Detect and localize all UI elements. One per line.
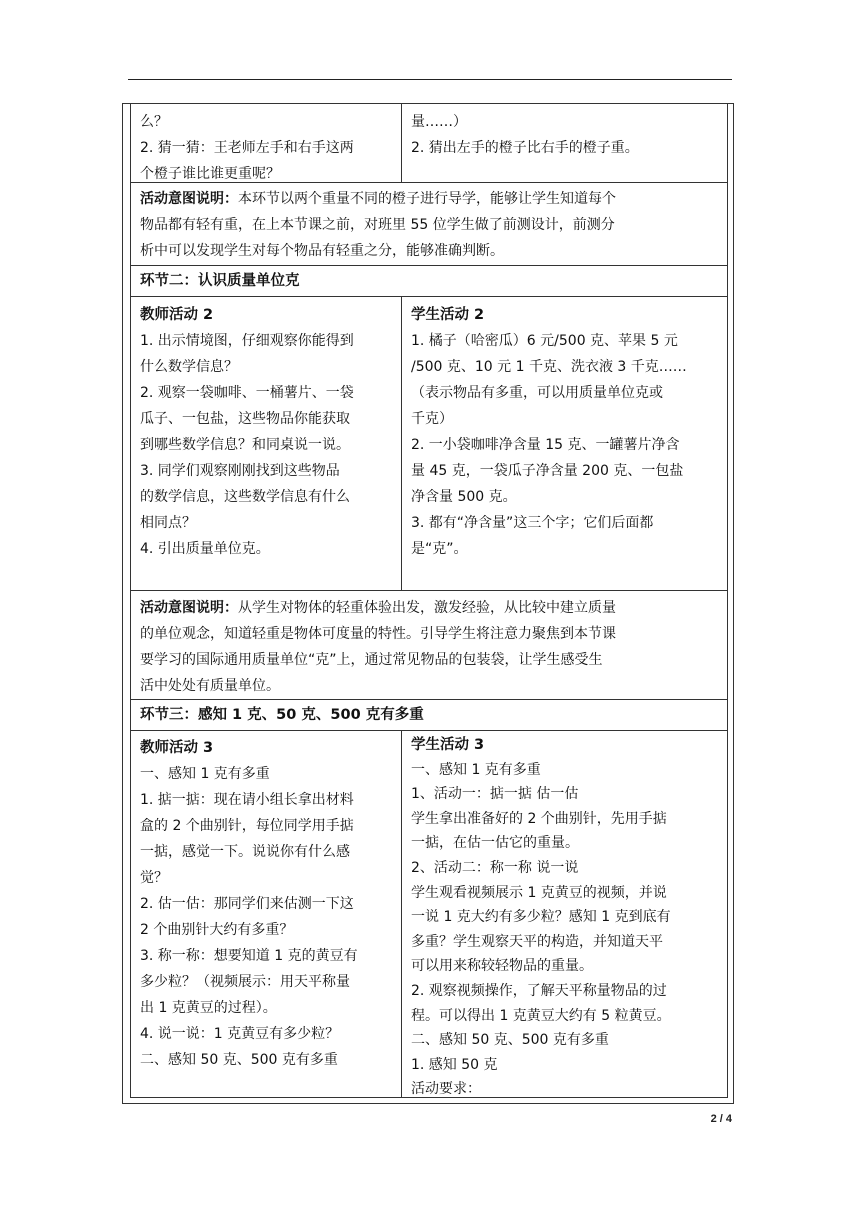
text-line: 量……） <box>411 114 467 130</box>
text-line: 的单位观念，知道轻重是物体可度量的特性。引导学生将注意力聚焦到本节课 <box>140 626 616 642</box>
activity-heading: 学生活动 2 <box>411 307 485 323</box>
text-line: 2. 观察一袋咖啡、一桶薯片、一袋 <box>140 385 354 401</box>
text-line: 一、感知 1 克有多重 <box>140 766 270 782</box>
text-line: 2. 一小袋咖啡净含量 15 克、一罐薯片净含 <box>411 437 680 453</box>
text-line: 2. 猜出左手的橙子比右手的橙子重。 <box>411 140 639 156</box>
teacher-activity-3-cell <box>130 730 402 1098</box>
text-line: 1. 橘子（哈密瓜）6 元/500 克、苹果 5 元 <box>411 333 678 349</box>
text-line: 的数学信息，这些数学信息有什么 <box>140 489 350 505</box>
text-line: 一掂，在估一估它的重量。 <box>411 835 579 852</box>
section-heading-2 <box>130 265 728 297</box>
text-line: 一掂，感觉一下。说说你有什么感 <box>140 844 350 860</box>
text-line: 1. 出示情境图，仔细观察你能得到 <box>140 333 354 349</box>
activity-heading: 教师活动 3 <box>140 740 214 756</box>
text-line: 要学习的国际通用质量单位“克”上，通过常见物品的包装袋，让学生感受生 <box>140 652 603 668</box>
text-line: 3. 都有“净含量”这三个字；它们后面都 <box>411 515 654 531</box>
text-line: 千克） <box>411 411 453 427</box>
header-rule <box>128 79 732 80</box>
text-line: 2. 观察视频操作，了解天平称量物品的过 <box>411 982 667 999</box>
text-line: 么？ <box>140 114 168 130</box>
text-line: 二、感知 50 克、500 克有多重 <box>411 1032 609 1049</box>
text-line: 觉？ <box>140 870 168 886</box>
text-line: 物品都有轻有重，在上本节课之前，对班里 55 位学生做了前测设计，前测分 <box>140 217 615 233</box>
text-line: 多重？学生观察天平的构造，并知道天平 <box>411 933 663 950</box>
text-line: 到哪些数学信息？和同桌说一说。 <box>140 437 350 453</box>
section-heading-3 <box>130 699 728 731</box>
section-title: 环节三：感知 1 克、50 克、500 克有多重 <box>140 707 424 723</box>
text-line: 2. 猜一猜：王老师左手和右手这两 <box>140 140 354 156</box>
intent-label: 活动意图说明： <box>140 600 238 616</box>
top-right-cell <box>401 103 728 183</box>
text-line: 2、活动二：称一称 说一说 <box>411 859 579 876</box>
student-activity-3-cell <box>401 730 728 1098</box>
text-line: 程。可以得出 1 克黄豆大约有 5 粒黄豆。 <box>411 1007 671 1024</box>
text-line: 活动要求： <box>411 1081 481 1098</box>
top-left-cell <box>130 103 402 183</box>
text-line: 个橙子谁比谁更重呢？ <box>140 166 280 182</box>
page-number: 2 / 4 <box>710 1113 732 1125</box>
text-line: 2 个曲别针大约有多重？ <box>140 922 294 938</box>
text-line: 一、感知 1 克有多重 <box>411 761 541 778</box>
text-line: 3. 同学们观察刚刚找到这些物品 <box>140 463 340 479</box>
text-line: 多少粒？（视频展示：用天平称量 <box>140 974 350 990</box>
activity-heading: 教师活动 2 <box>140 307 214 323</box>
teacher-activity-2-cell <box>130 296 402 591</box>
text-line: 1. 掂一掂：现在请小组长拿出材料 <box>140 792 354 808</box>
text-line: 瓜子、一包盐，这些物品你能获取 <box>140 411 350 427</box>
text-line: 量 45 克，一袋瓜子净含量 200 克、一包盐 <box>411 463 684 479</box>
text-line: 一说 1 克大约有多少粒？感知 1 克到底有 <box>411 909 671 926</box>
text-line: 学生观看视频展示 1 克黄豆的视频，并说 <box>411 884 667 901</box>
text-line: 3. 称一称：想要知道 1 克的黄豆有 <box>140 948 358 964</box>
text-line: 净含量 500 克。 <box>411 489 517 505</box>
intent-label: 活动意图说明： <box>140 191 238 207</box>
text-line: 二、感知 50 克、500 克有多重 <box>140 1052 338 1068</box>
text-line: 相同点？ <box>140 515 196 531</box>
text-line: 4. 引出质量单位克。 <box>140 541 270 557</box>
text-line: 学生拿出准备好的 2 个曲别针，先用手掂 <box>411 810 667 827</box>
activity-heading: 学生活动 3 <box>411 737 485 753</box>
text-line: /500 克、10 元 1 千克、洗衣液 3 千克…… <box>411 359 687 375</box>
text-line: 是“克”。 <box>411 541 468 557</box>
text-line: 析中可以发现学生对每个物品有轻重之分，能够准确判断。 <box>140 243 504 259</box>
text-line: 4. 说一说：1 克黄豆有多少粒？ <box>140 1026 340 1042</box>
text-line: 1. 感知 50 克 <box>411 1056 498 1073</box>
text-line: 从学生对物体的轻重体验出发，激发经验，从比较中建立质量 <box>238 600 616 616</box>
student-activity-2-cell <box>401 296 728 591</box>
text-line: 可以用来称较轻物品的重量。 <box>411 958 593 975</box>
text-line: （表示物品有多重，可以用质量单位克或 <box>411 385 663 401</box>
intent-cell-2 <box>130 590 728 700</box>
text-line: 盒的 2 个曲别针，每位同学用手掂 <box>140 818 354 834</box>
intent-cell-1 <box>130 182 728 266</box>
section-title: 环节二：认识质量单位克 <box>140 273 300 289</box>
text-line: 什么数学信息？ <box>140 359 238 375</box>
text-line: 1、活动一：掂一掂 估一估 <box>411 786 579 803</box>
text-line: 出 1 克黄豆的过程）。 <box>140 1000 277 1016</box>
text-line: 2. 估一估：那同学们来估测一下这 <box>140 896 354 912</box>
text-line: 本环节以两个重量不同的橙子进行导学，能够让学生知道每个 <box>238 191 616 207</box>
text-line: 活中处处有质量单位。 <box>140 678 280 694</box>
